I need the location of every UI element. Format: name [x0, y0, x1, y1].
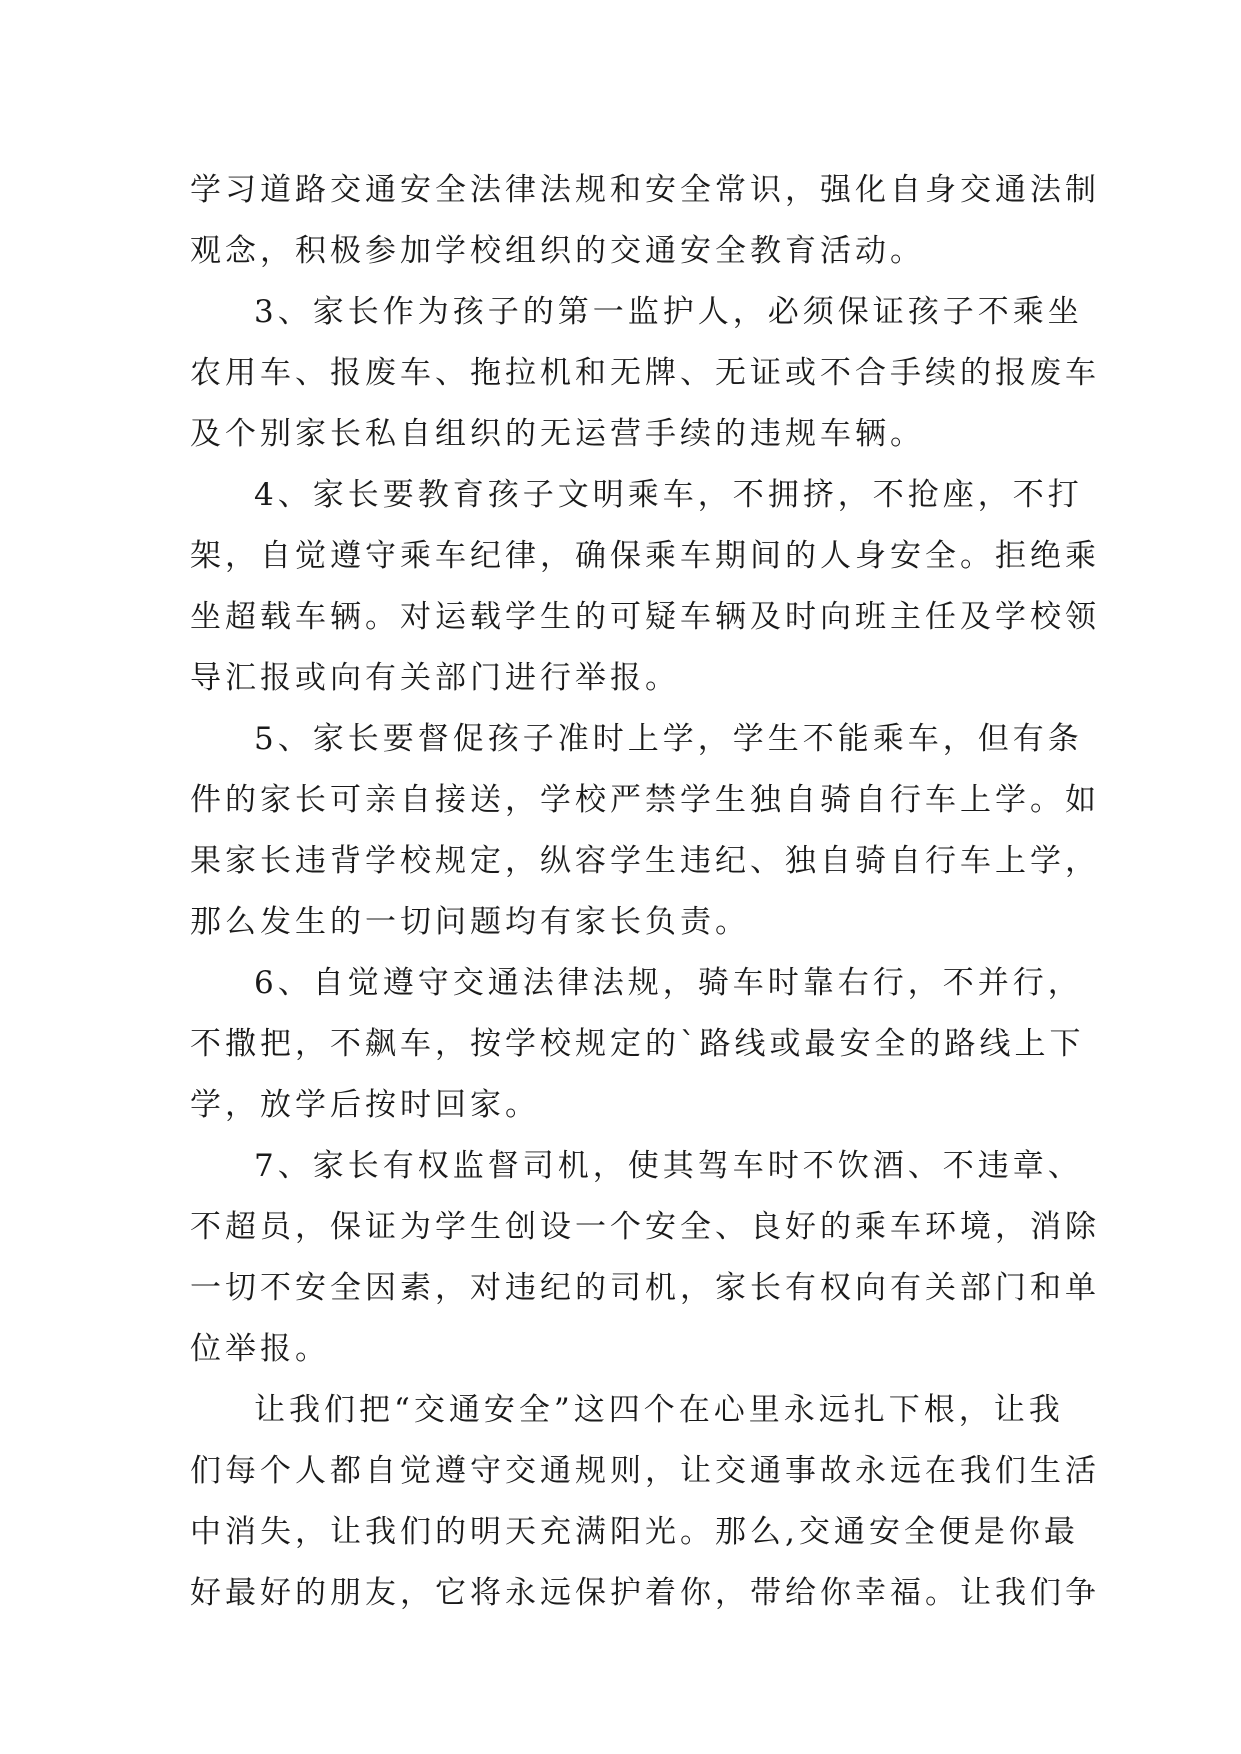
text-line: 架，自觉遵守乘车纪律，确保乘车期间的人身安全。拒绝乘	[190, 538, 1100, 574]
text-line: 3、家长作为孩子的第一监护人，必须保证孩子不乘坐	[254, 294, 1083, 330]
text-line: 观念，积极参加学校组织的交通安全教育活动。	[190, 233, 925, 269]
paragraph-item-4	[190, 465, 1100, 709]
text-line: 中消失，让我们的明天充满阳光。那么,交通安全便是你最	[190, 1514, 1079, 1550]
paragraph-item-7	[190, 1136, 1100, 1380]
text-line: 导汇报或向有关部门进行举报。	[190, 660, 680, 696]
text-line: 4、家长要教育孩子文明乘车，不拥挤，不抢座，不打	[254, 477, 1083, 513]
paragraph-intro-continuation	[190, 160, 1100, 282]
paragraph-item-5	[190, 709, 1100, 953]
text-line: 果家长违背学校规定，纵容学生违纪、独自骑自行车上学，	[190, 843, 1100, 879]
text-line: 件的家长可亲自接送，学校严禁学生独自骑自行车上学。如	[190, 782, 1100, 818]
text-line: 坐超载车辆。对运载学生的可疑车辆及时向班主任及学校领	[190, 599, 1100, 635]
paragraph-closing	[190, 1380, 1100, 1624]
text-line: 5、家长要督促孩子准时上学，学生不能乘车，但有条	[254, 721, 1083, 757]
text-line: 及个别家长私自组织的无运营手续的违规车辆。	[190, 416, 925, 452]
text-line: 学，放学后按时回家。	[190, 1087, 540, 1123]
text-line: 7、家长有权监督司机，使其驾车时不饮酒、不违章、	[254, 1148, 1083, 1184]
text-line: 们每个人都自觉遵守交通规则，让交通事故永远在我们生活	[190, 1453, 1100, 1489]
text-line: 不撒把，不飙车，按学校规定的`路线或最安全的路线上下	[190, 1026, 1085, 1062]
text-line: 不超员，保证为学生创设一个安全、良好的乘车环境，消除	[190, 1209, 1100, 1245]
text-line: 那么发生的一切问题均有家长负责。	[190, 904, 750, 940]
paragraph-item-3	[190, 282, 1100, 465]
text-line: 6、自觉遵守交通法律法规，骑车时靠右行，不并行，	[254, 965, 1083, 1001]
text-line: 一切不安全因素，对违纪的司机，家长有权向有关部门和单	[190, 1270, 1100, 1306]
text-line: 学习道路交通安全法律法规和安全常识，强化自身交通法制	[190, 172, 1100, 208]
text-line: 位举报。	[190, 1331, 330, 1367]
text-line: 好最好的朋友，它将永远保护着你，带给你幸福。让我们争	[190, 1575, 1100, 1611]
paragraph-item-6	[190, 953, 1085, 1136]
text-line: 让我们把“交通安全”这四个在心里永远扎下根，让我	[254, 1392, 1064, 1428]
text-line: 农用车、报废车、拖拉机和无牌、无证或不合手续的报废车	[190, 355, 1100, 391]
document-body	[190, 160, 1100, 1624]
